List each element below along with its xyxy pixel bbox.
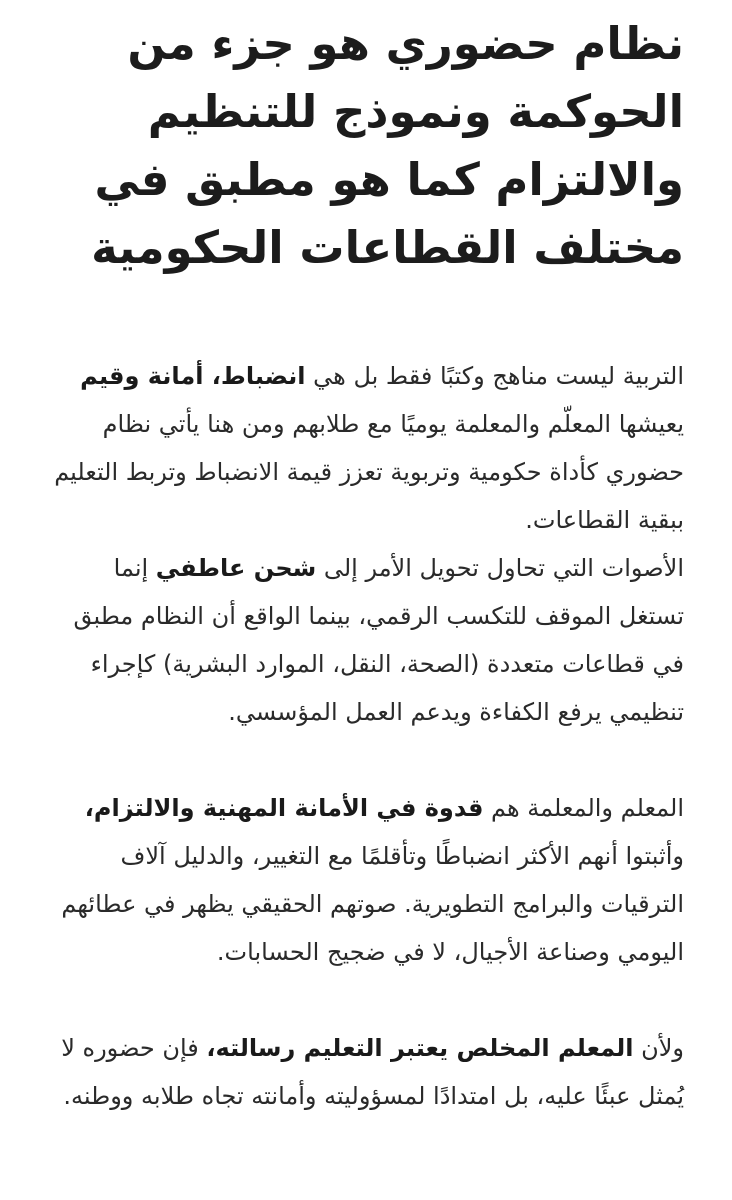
- paragraph-emphasis: قدوة في الأمانة المهنية والالتزام،: [84, 794, 484, 822]
- paragraph-text: الأصوات التي تحاول تحويل الأمر إلى: [316, 554, 684, 582]
- paragraph-text: التربية ليست مناهج وكتبًا فقط بل هي: [305, 362, 684, 390]
- paragraph-mission: [48, 1024, 684, 1120]
- paragraph-text: وأثبتوا أنهم الأكثر انضباطًا وتأقلمًا مع التغيير، والدليل آلاف الترقيات والبرامج التطويرية. صوتهم الحقيقي يظهر في عطائهم اليومي وصناعة الأجيال، لا في ضجيج الحسابات.: [61, 842, 684, 966]
- paragraph-text: ولأن: [633, 1034, 684, 1062]
- title-line-4: مختلف القطاعات الحكومية: [91, 221, 684, 274]
- paragraph-discipline: [48, 352, 684, 544]
- title-line-2: الحوكمة ونموذج للتنظيم: [147, 85, 684, 138]
- title-line-3: والالتزام كما هو مطبق في: [94, 153, 684, 206]
- paragraph-emotional-charge: [48, 544, 684, 736]
- paragraph-role-model: [48, 784, 684, 976]
- paragraph-text: فإن حضوره لا يُمثل عبئًا عليه، بل امتدادًا لمسؤوليته وأمانته تجاه طلابه ووطنه.: [61, 1034, 684, 1110]
- paragraph-emphasis: انضباط، أمانة وقيم: [80, 362, 306, 390]
- paragraph-spacer: [48, 976, 684, 1024]
- paragraph-text: إنما تستغل الموقف للتكسب الرقمي، بينما الواقع أن النظام مطبق في قطاعات متعددة (الصحة، النقل، الموارد البشرية) كإجراء تنظيمي يرفع الكفاءة ويدعم العمل المؤسسي.: [73, 554, 684, 726]
- article-title: [48, 10, 684, 282]
- article-body: [48, 352, 684, 1120]
- paragraph-text: المعلم والمعلمة هم: [483, 794, 684, 822]
- paragraph-text: يعيشها المعلّم والمعلمة يوميًا مع طلابهم ومن هنا يأتي نظام حضوري كأداة حكومية وتربوية تعزز قيمة الانضباط وتربط التعليم ببقية القطاعات.: [54, 410, 684, 534]
- title-line-1: نظام حضوري هو جزء من: [127, 17, 684, 70]
- paragraph-emphasis: شحن عاطفي: [155, 554, 317, 582]
- paragraph-spacer: [48, 736, 684, 784]
- paragraph-emphasis: المعلم المخلص يعتبر التعليم رسالته،: [206, 1034, 634, 1062]
